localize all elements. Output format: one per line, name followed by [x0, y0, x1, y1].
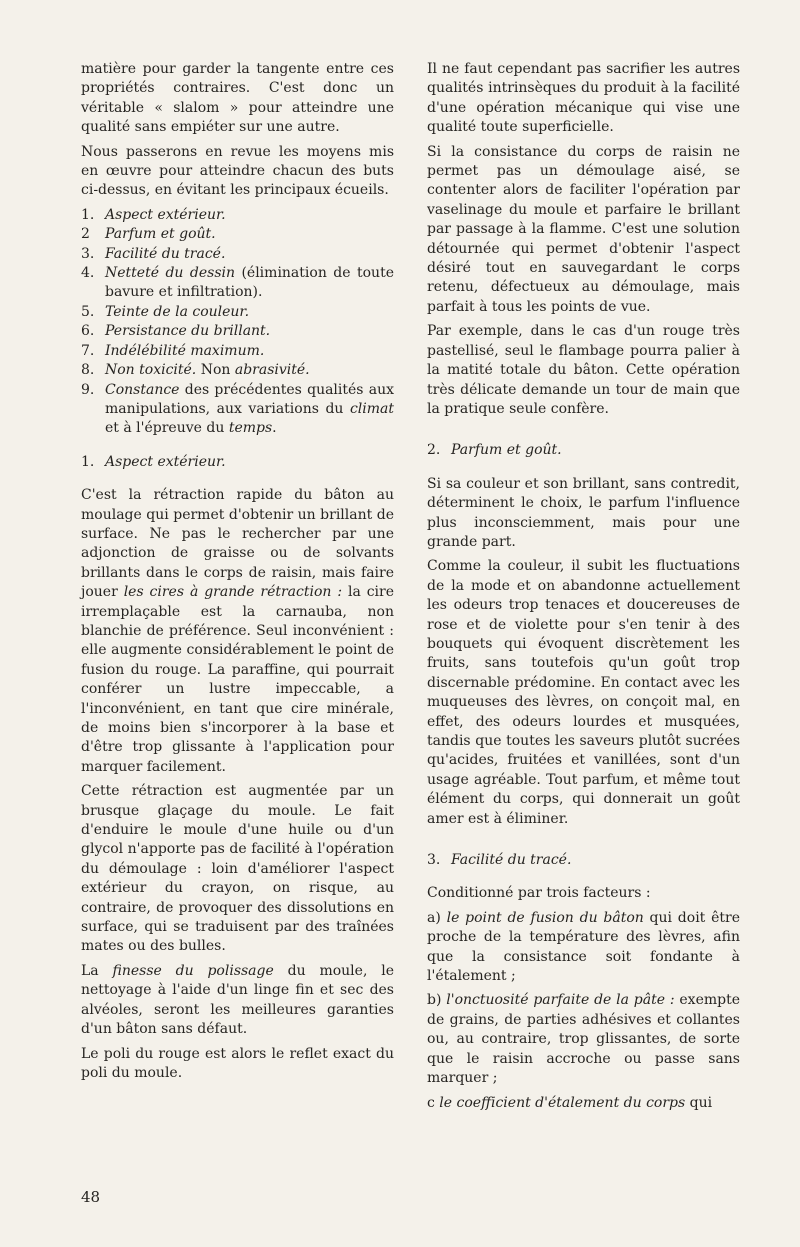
list-item: 5. Teinte de la couleur.	[81, 303, 250, 320]
list-item: 1. Aspect extérieur.	[81, 206, 226, 223]
section-heading-trace: 3. Facilité du tracé.	[427, 852, 572, 869]
paragraph-facteurs: Conditionné par trois facteurs :	[427, 885, 651, 902]
factor-a: a) le point de fusion du bâton qui doit être proche de la température des lèvres, afin que la consistance soit fondante à l'étalement ;	[427, 909, 740, 985]
list-item: 7. Indélébilité maximum.	[81, 342, 265, 359]
paragraph-exemple: Par exemple, dans le cas d'un rouge très pastellisé, seul le flambage pourra palier à la matité totale du bâton. Cette opération très délicate demande un tour de main que la pratique seule confère.	[427, 323, 740, 417]
section-heading-parfum: 2. Parfum et goût.	[427, 442, 562, 459]
paragraph-qualites: Il ne faut cependant pas sacrifier les autres qualités intrinsèques du produit à la facilité d'une opération mécanique qui vise une qualité toute superficielle.	[427, 61, 740, 136]
paragraph-glacage: Cette rétraction est augmentée par un brusque glaçage du moule. Le fait d'enduire le moule d'une huile ou d'un glycol n'apporte pas de facilité à l'opération du démoulage : loin d'améliorer l'aspect extérieur du crayon, on risque, au contraire, de provoquer des dissolutions en surface, qui se traduisent par des traînées mates ou des bulles.	[81, 783, 394, 955]
list-item: 2 Parfum et goût.	[81, 226, 216, 243]
paragraph-poli: Le poli du rouge est alors le reflet exact du poli du moule.	[81, 1045, 394, 1081]
left-column	[81, 60, 394, 1088]
page-number: 48	[81, 1188, 101, 1206]
intro-paragraph-2: Nous passerons en revue les moyens mis en œuvre pour atteindre chacun des buts ci-dessus, en évitant les principaux écueils.	[81, 143, 394, 199]
paragraph-polissage: La finesse du polissage du moule, le nettoyage à l'aide d'un linge fin et sec des alvéoles, seront les meilleures garanties d'un bâton sans défaut.	[81, 962, 395, 1038]
paragraph-mode: Comme la couleur, il subit les fluctuations de la mode et on abandonne actuellement les odeurs trop tenaces et doucereuses de rose et de violette pour s'en tenir à des bouquets qui évoquent discrètement les fruits, sans toutefois qu'un goût trop discernable prédomine. En contact avec les muqueuses des lèvres, on conçoit mal, en effet, des odeurs lourdes et musquées, tandis que toutes les saveurs plutôt sucrées qu'acides, fruitées et vanillées, sont d'un usage agréable. Tout parfum, et même tout élément du corps, qui donnerait un goût amer est à éliminer.	[427, 558, 740, 827]
list-item: 8. Non toxicité. Non abrasivité.	[81, 362, 310, 379]
section-heading-aspect: 1. Aspect extérieur.	[81, 453, 226, 470]
right-column	[427, 60, 740, 1118]
factor-b: b) l'onctuosité parfaite de la pâte : exempte de grains, de parties adhésives et collantes ou, au contraire, trop glissantes, de sorte que le raisin accroche ou passe sans marquer ;	[427, 992, 740, 1087]
paragraph-consistance: Si la consistance du corps de raisin ne permet pas un démoulage aisé, se contenter alors de faciliter l'opération par vaselinage du moule et parfaire le brillant par passage à la flamme. C'est une solution détournée qui permet d'obtenir l'aspect désiré tout en sauvegardant le corps retenu, défectueux au démoulage, mais parfait à tous les points de vue.	[427, 143, 740, 315]
factor-c: c le coefficient d'étalement du corps qui	[427, 1094, 713, 1111]
qualities-list	[81, 206, 394, 439]
paragraph-retraction: C'est la rétraction rapide du bâton au moulage qui permet d'obtenir un brillant de surface. Ne pas le rechercher par une adjonction de graisse ou de solvants brillants dans le corps de raisin, mais faire jouer les cires à grande rétraction : la cire irremplaçable est la carnauba, non blanchie de préférence. Seul inconvénient : elle augmente considérablement le point de fusion du rouge. La paraffine, qui pourrait conférer un lustre impeccable, a l'inconvénient, en tant que cire minérale, de moins bien s'incorporer à la base et d'être trop glissante à l'application pour marquer facilement.	[81, 487, 394, 775]
list-item: 6. Persistance du brillant.	[81, 323, 271, 340]
list-item: 4. Netteté du dessin (élimination de toute bavure et infiltration).	[81, 265, 394, 301]
list-item: 3. Facilité du tracé.	[81, 245, 226, 262]
list-item: 9. Constance des précédentes qualités aux manipulations, aux variations du climat et à l'épreuve du temps.	[81, 381, 394, 437]
intro-paragraph-1: matière pour garder la tangente entre ces propriétés contraires. C'est donc un véritable « slalom » pour atteindre une qualité sans empiéter sur une autre.	[81, 61, 394, 136]
paragraph-couleur: Si sa couleur et son brillant, sans contredit, déterminent le choix, le parfum l'influence plus inconsciemment, mais pour une grande part.	[427, 475, 740, 550]
